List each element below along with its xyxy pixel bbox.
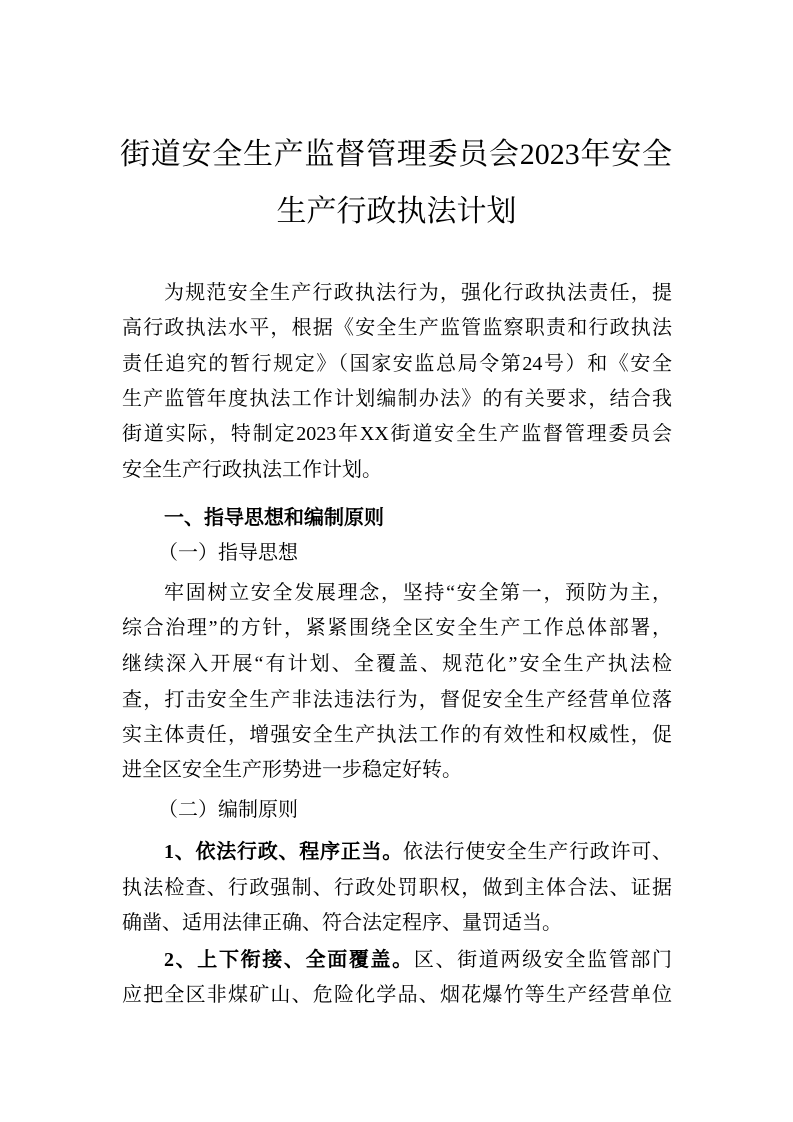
text-line: 安全生产行政执法工作计划。 (122, 459, 382, 481)
text-line: 牢固树立安全发展理念，坚持“安全第一，预防为主， (164, 582, 672, 604)
text-line: 执法检查、行政强制、行政处罚职权，做到主体合法、证据 (122, 877, 672, 899)
principle-text: 区、街道两级安全监管部门 (413, 949, 673, 971)
text-line: 实主体责任，增强安全生产执法工作的有效性和权威性，促 (122, 724, 672, 746)
section-heading: 一、指导思想和编制原则 (164, 507, 384, 529)
text-line: 责任追究的暂行规定》（国家安监总局令第24号）和《安全 (122, 353, 672, 375)
text-line: 生产监管年度执法工作计划编制办法》的有关要求，结合我 (122, 388, 672, 410)
principle-lead: 1、依法行政、程序正当。 (164, 841, 403, 863)
text-line (164, 834, 672, 870)
principle-lead: 2、上下衔接、全面覆盖。 (164, 949, 414, 971)
text-line: 查，打击安全生产非法违法行为，督促安全生产经营单位落 (122, 689, 672, 711)
text-line: 继续深入开展“有计划、全覆盖、规范化”安全生产执法检 (122, 653, 672, 675)
title-line-1: 街道安全生产监督管理委员会2023年安全 (120, 138, 672, 171)
text-line: 为规范安全生产行政执法行为，强化行政执法责任，提 (164, 282, 672, 304)
text-line: 进全区安全生产形势进一步稳定好转。 (122, 759, 462, 781)
text-line: 高行政执法水平，根据《安全生产监管监察职责和行政执法 (122, 317, 672, 339)
subsection-heading: （一）指导思想 (158, 542, 298, 564)
text-line: 确凿、适用法律正确、符合法定程序、量罚适当。 (122, 912, 562, 934)
text-line (164, 942, 672, 978)
subsection-heading: （二）编制原则 (158, 799, 298, 821)
text-line: 街道实际，特制定2023年XX街道安全生产监督管理委员会 (122, 423, 672, 445)
principle-text: 依法行使安全生产行政许可、 (403, 841, 672, 863)
title-line-2: 生产行政执法计划 (276, 195, 517, 228)
text-line: 应把全区非煤矿山、危险化学品、烟花爆竹等生产经营单位 (122, 984, 672, 1006)
text-line: 综合治理”的方针，紧紧围绕全区安全生产工作总体部署， (122, 617, 672, 639)
